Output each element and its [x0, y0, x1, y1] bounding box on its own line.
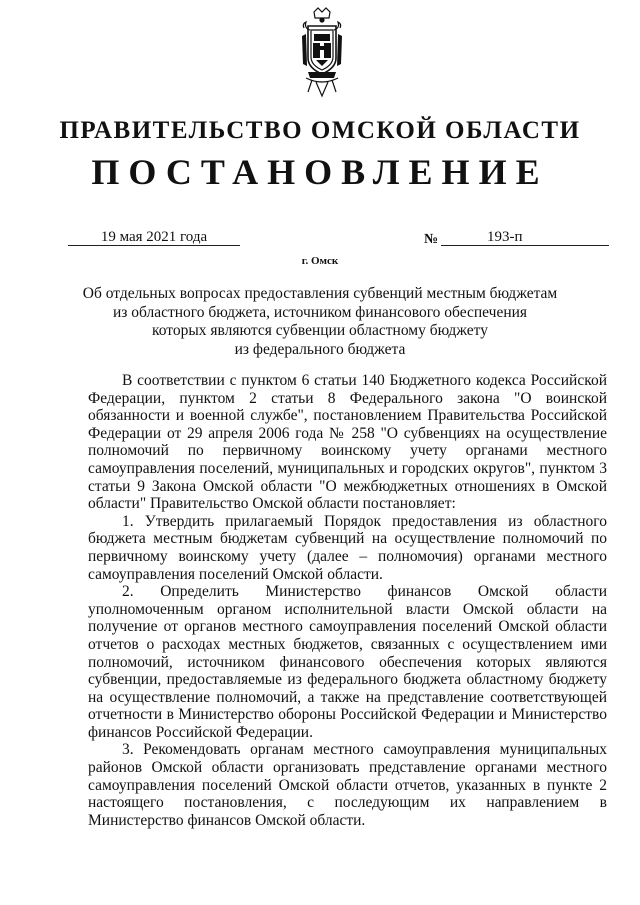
document-body: [88, 372, 607, 829]
document-number: 193-п: [487, 229, 523, 245]
document-date: 19 мая 2021 года: [68, 230, 240, 246]
document-type: ПОСТАНОВЛЕНИЕ: [91, 152, 549, 192]
document-heading: [80, 285, 560, 359]
coat-of-arms-emblem: [298, 6, 346, 98]
heading-line: Об отдельных вопросах предоставления субвенций местным бюджетам: [82, 285, 558, 302]
document-number-field: [441, 230, 609, 246]
item-2-paragraph: 2. Определить Министерство финансов Омской области уполномоченным органом исполнительной власти Омской области на получение от органов местного самоуправления поселений Омской области отчетов о расходах местных бюджетов, связанных с осуществлением ими полномочий, источником финансового обеспечения которых являются субвенции, предоставляемые из федерального бюджета областному бюджету на осуществление полномочий, а также на представление соответствующей отчетности в Министерство обороны Российской Федерации и Министерство финансов Российской Федерации.: [88, 583, 607, 741]
document-city: г. Омск: [301, 255, 339, 267]
preamble-paragraph: В соответствии с пунктом 6 статьи 140 Бюджетного кодекса Российской Федерации, пунктом 2 статьи 8 Федерального закона "О воинской обязанности и военной службе", постановлением Правительства Российской Федерации от 29 апреля 2006 года № 258 "О субвенциях на осуществление полномочий по первичному воинскому учету органами местного самоуправления поселений, муниципальных и городских округов", пунктом 3 статьи 9 Закона Омской области "О межбюджетных отношениях в Омской области" Правительство Омской области постановляет:: [88, 372, 607, 513]
item-3-paragraph: 3. Рекомендовать органам местного самоуправления муниципальных районов Омской области организовать представление органами местного самоуправления поселений Омской области отчетов, указанных в пункте 2 настоящего постановления, с последующим их направлением в Министерство финансов Омской области.: [88, 741, 607, 829]
government-title: ПРАВИТЕЛЬСТВО ОМСКОЙ ОБЛАСТИ: [59, 117, 581, 144]
heading-line: из федерального бюджета: [234, 340, 406, 358]
heading-line: которых являются субвенции областному бюджету: [152, 322, 488, 339]
number-sign: №: [424, 232, 439, 247]
item-1-paragraph: 1. Утвердить прилагаемый Порядок предоставления из областного бюджета местным бюджетам субвенций на осуществление полномочий по первичному воинскому учету (далее – полномочия) органами местного самоуправления поселений Омской области.: [88, 512, 607, 583]
heading-line: из областного бюджета, источником финансового обеспечения: [112, 303, 528, 321]
